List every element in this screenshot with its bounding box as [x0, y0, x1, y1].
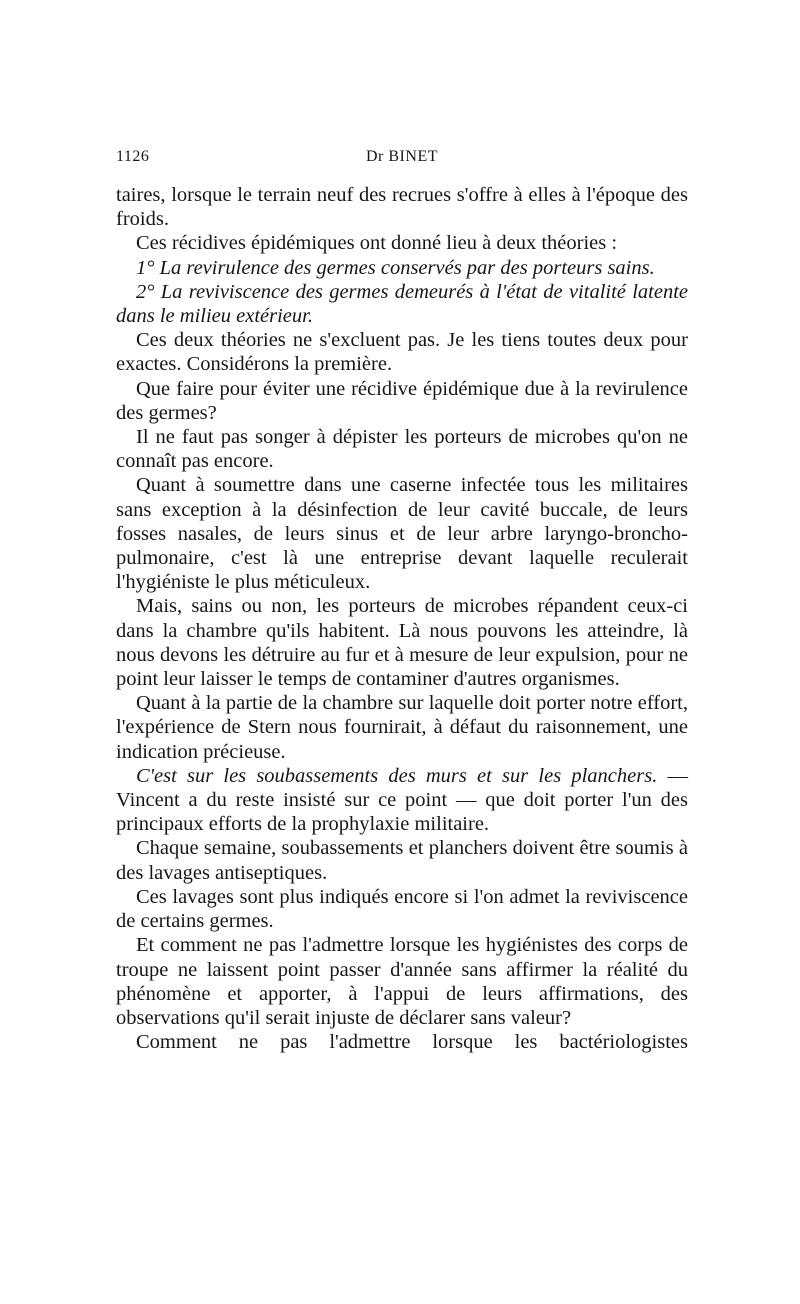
theory-2-text: 2° La reviviscence des germes demeurés à l'état de vitalité latente dans le milieu extérieur.	[116, 280, 688, 328]
page-number: 1126	[116, 148, 150, 165]
paragraph-last: Comment ne pas l'admettre lorsque les bactériologistes	[136, 1031, 688, 1054]
paragraph: Quant à soumettre dans une caserne infectée tous les militaires sans exception à la désinfection de leur cavité buccale, de leurs fosses nasales, de leurs sinus et de leur arbre laryngo-broncho-pulmonaire, c'est là une entreprise devant laquelle reculerait l'hygiéniste le plus méticuleux.	[116, 474, 688, 594]
running-head-author: Dr BINET	[366, 148, 438, 165]
paragraph-theory-2	[116, 280, 688, 328]
running-head	[116, 148, 688, 170]
paragraph-theory-1	[116, 256, 688, 280]
paragraph: Il ne faut pas songer à dépister les porteurs de microbes qu'on ne connaît pas encore.	[116, 426, 688, 473]
paragraph: taires, lorsque le terrain neuf des recrues s'offre à elles à l'époque des froids.	[116, 184, 688, 231]
paragraph: Chaque semaine, soubassements et planchers doivent être soumis à des lavages antiseptiques.	[116, 837, 688, 884]
italic-lead-phrase: C'est sur les soubassements des murs et sur les planchers.	[136, 764, 658, 787]
paragraph: Quant à la partie de la chambre sur laquelle doit porter notre effort, l'expérience de Stern nous fournirait, à défaut du raisonnement, une indication précieuse.	[116, 692, 688, 763]
paragraph: Ces lavages sont plus indiqués encore si l'on admet la reviviscence de certains germes.	[116, 885, 688, 933]
theory-1-text: 1° La revirulence des germes conservés par des porteurs sains.	[136, 256, 655, 279]
paragraph: Ces deux théories ne s'excluent pas. Je les tiens toutes deux pour exactes. Considérons la première.	[116, 329, 688, 376]
paragraph: Ces récidives épidémiques ont donné lieu à deux théories :	[136, 232, 618, 255]
paragraph-italic-lead: C'est sur les soubassements des murs et sur les planchers. — Vincent a du reste insisté sur ce point — que doit porter l'un des principaux efforts de la prophylaxie militaire.	[116, 764, 689, 836]
body-text	[116, 183, 688, 1054]
paragraph: Mais, sains ou non, les porteurs de microbes répandent ceux-ci dans la chambre qu'ils habitent. Là nous pouvons les atteindre, là nous devons les détruire au fur et à mesure de leur expulsion, pour ne point leur laisser le temps de contaminer d'autres organismes.	[116, 595, 688, 691]
paragraph: Et comment ne pas l'admettre lorsque les hygiénistes des corps de troupe ne laissent point passer d'année sans affirmer la réalité du phénomène et apporter, à l'appui de leurs affirmations, des observations qu'il serait injuste de déclarer sans valeur?	[116, 934, 688, 1029]
paragraph: Que faire pour éviter une récidive épidémique due à la revirulence des germes?	[116, 377, 688, 424]
